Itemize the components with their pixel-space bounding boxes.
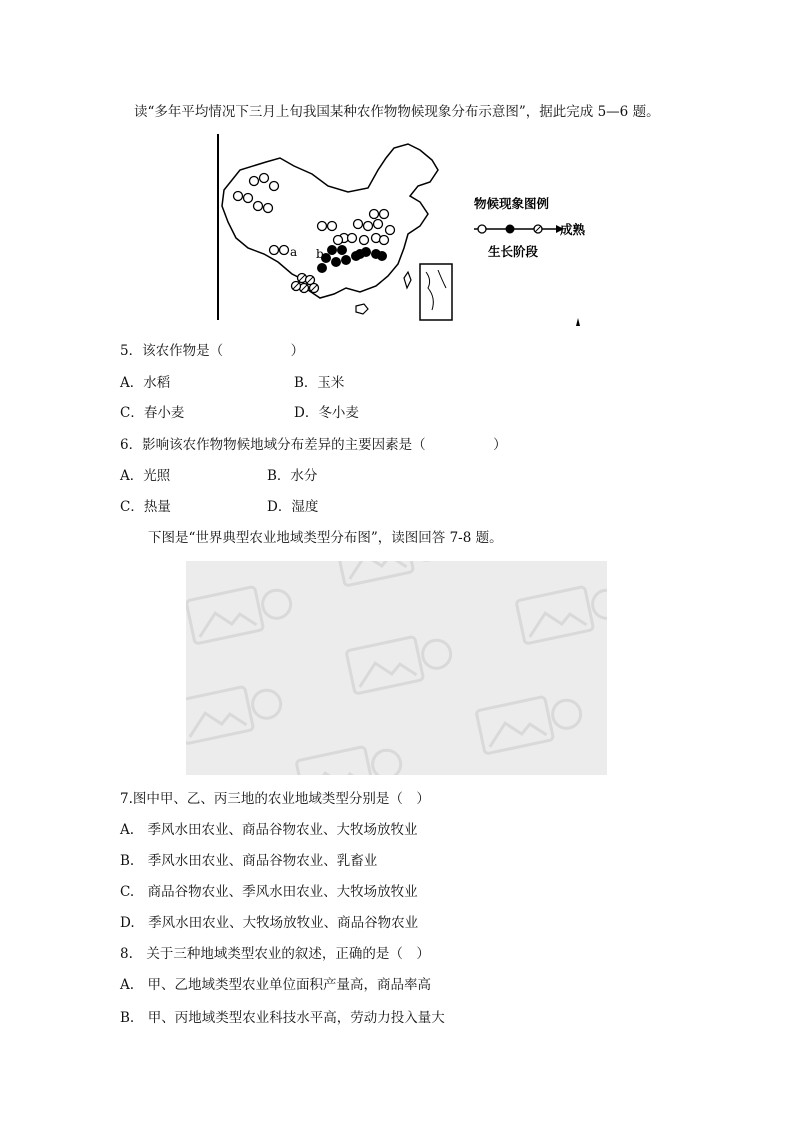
taiwan-island (404, 272, 411, 288)
q7-option-a: A. 季风水田农业、商品谷物农业、大牧场放牧业 (120, 822, 418, 838)
q7-option-b: B. 季风水田农业、商品谷物农业、乳畜业 (120, 853, 378, 869)
legend-title: 物候现象图例 (474, 196, 550, 211)
q5-option-d: D．冬小麦 (294, 405, 359, 421)
q5-stem: 5．该农作物是（ ） (120, 343, 305, 359)
q6-stem: 6．影响该农作物物候地域分布差异的主要因素是（ ） (120, 437, 507, 453)
q8-option-a: A. 甲、乙地域类型农业单位面积产量高，商品率高 (120, 977, 432, 993)
legend-arrow-label: 成熟 (560, 222, 586, 237)
q6-option-d: D．湿度 (267, 499, 319, 515)
q6-option-c: C．热量 (120, 499, 171, 515)
q7-option-c: C. 商品谷物农业、季风水田农业、大牧场放牧业 (120, 884, 418, 900)
q5-option-b: B．玉米 (294, 375, 345, 391)
legend-subtitle: 生长阶段 (488, 244, 539, 259)
q6-option-a: A．光照 (120, 468, 171, 484)
intro-text-1: 读“多年平均情况下三月上旬我国某种农作物物候现象分布示意图”，据此完成 5—6 题。 (134, 104, 660, 120)
map-label-b: b (316, 247, 324, 261)
q6-option-b: B．水分 (267, 468, 318, 484)
q5-option-c: C．春小麦 (120, 405, 185, 421)
image-placeholder (186, 561, 607, 775)
legend-filled-circle (506, 225, 515, 234)
q7-stem: 7.图中甲、乙、丙三地的农业地域类型分别是（ ） (120, 791, 430, 807)
q7-option-d: D. 季风水田农业、大牧场放牧业、商品谷物农业 (120, 915, 419, 931)
south-sea-inset (420, 264, 452, 320)
hainan-island (356, 304, 368, 314)
image-placeholder-icon (186, 561, 607, 775)
q8-stem: 8. 关于三种地域类型农业的叙述，正确的是（ ） (120, 946, 430, 962)
map-label-a: a (290, 245, 298, 259)
filled-circles-middle (317, 245, 387, 273)
china-phenology-map (208, 130, 588, 326)
open-circles-northwest (234, 174, 279, 213)
intro-text-2: 下图是“世界典型农业地域类型分布图”，读图回答 7-8 题。 (148, 530, 503, 546)
legend-open-circle (478, 225, 486, 233)
map-figure (208, 130, 588, 326)
q5-option-a: A．水稻 (120, 375, 171, 391)
q8-option-b: B. 甲、丙地域类型农业科技水平高，劳动力投入量大 (120, 1010, 445, 1026)
